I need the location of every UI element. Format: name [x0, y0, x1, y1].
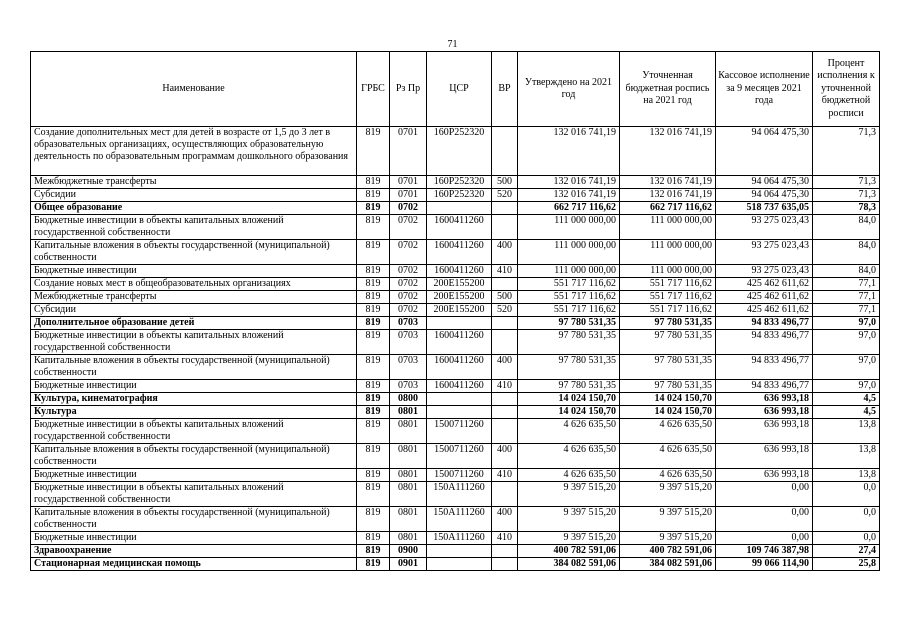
- cell-grbs: 819: [357, 127, 390, 176]
- cell-refined: 111 000 000,00: [620, 265, 716, 278]
- table-row: [31, 393, 880, 406]
- cell-cash: 94 833 496,77: [716, 355, 813, 380]
- cell-grbs: 819: [357, 507, 390, 532]
- cell-vr: [492, 558, 518, 571]
- cell-approved: 4 626 635,50: [518, 419, 620, 444]
- cell-cash: 636 993,18: [716, 393, 813, 406]
- cell-csr: [427, 545, 492, 558]
- cell-rzpr: 0801: [390, 532, 427, 545]
- header-csr: ЦСР: [427, 52, 492, 127]
- cell-refined: 9 397 515,20: [620, 507, 716, 532]
- cell-approved: 111 000 000,00: [518, 265, 620, 278]
- cell-csr: 200E155200: [427, 278, 492, 291]
- header-grbs: ГРБС: [357, 52, 390, 127]
- cell-grbs: 819: [357, 532, 390, 545]
- cell-vr: [492, 278, 518, 291]
- cell-cash: 425 462 611,62: [716, 278, 813, 291]
- cell-rzpr: 0702: [390, 215, 427, 240]
- cell-cash: 0,00: [716, 532, 813, 545]
- cell-percent: 97,0: [813, 317, 880, 330]
- cell-approved: 14 024 150,70: [518, 406, 620, 419]
- cell-name: Капитальные вложения в объекты государственной (муниципальной) собственности: [31, 240, 357, 265]
- cell-cash: 93 275 023,43: [716, 240, 813, 265]
- table-row: [31, 558, 880, 571]
- cell-cash: 0,00: [716, 482, 813, 507]
- cell-refined: 4 626 635,50: [620, 419, 716, 444]
- cell-vr: 520: [492, 304, 518, 317]
- cell-approved: 551 717 116,62: [518, 304, 620, 317]
- table-row: [31, 532, 880, 545]
- cell-rzpr: 0801: [390, 444, 427, 469]
- cell-grbs: 819: [357, 176, 390, 189]
- cell-rzpr: 0703: [390, 317, 427, 330]
- cell-vr: 400: [492, 507, 518, 532]
- cell-csr: 1500711260: [427, 444, 492, 469]
- cell-grbs: 819: [357, 380, 390, 393]
- cell-percent: 71,3: [813, 127, 880, 176]
- cell-approved: 111 000 000,00: [518, 240, 620, 265]
- cell-refined: 662 717 116,62: [620, 202, 716, 215]
- table-body: [31, 127, 880, 571]
- cell-csr: 200E155200: [427, 291, 492, 304]
- cell-csr: 1600411260: [427, 240, 492, 265]
- cell-vr: 400: [492, 444, 518, 469]
- cell-approved: 400 782 591,06: [518, 545, 620, 558]
- table-row: [31, 291, 880, 304]
- table-row: [31, 545, 880, 558]
- cell-cash: 636 993,18: [716, 419, 813, 444]
- cell-grbs: 819: [357, 189, 390, 202]
- cell-rzpr: 0801: [390, 419, 427, 444]
- cell-refined: 132 016 741,19: [620, 127, 716, 176]
- cell-refined: 9 397 515,20: [620, 532, 716, 545]
- cell-cash: 109 746 387,98: [716, 545, 813, 558]
- cell-refined: 551 717 116,62: [620, 278, 716, 291]
- cell-name: Культура, кинематография: [31, 393, 357, 406]
- cell-name: Бюджетные инвестиции в объекты капитальных вложений государственной собственности: [31, 482, 357, 507]
- cell-csr: [427, 558, 492, 571]
- cell-approved: 97 780 531,35: [518, 317, 620, 330]
- cell-rzpr: 0801: [390, 406, 427, 419]
- cell-refined: 97 780 531,35: [620, 317, 716, 330]
- cell-cash: 93 275 023,43: [716, 215, 813, 240]
- cell-cash: 94 833 496,77: [716, 330, 813, 355]
- table-row: [31, 189, 880, 202]
- cell-cash: 94 833 496,77: [716, 317, 813, 330]
- cell-refined: 97 780 531,35: [620, 330, 716, 355]
- cell-cash: 636 993,18: [716, 406, 813, 419]
- cell-name: Капитальные вложения в объекты государственной (муниципальной) собственности: [31, 507, 357, 532]
- cell-approved: 97 780 531,35: [518, 380, 620, 393]
- cell-grbs: 819: [357, 482, 390, 507]
- header-refined: Уточненная бюджетная роспись на 2021 год: [620, 52, 716, 127]
- cell-vr: 410: [492, 469, 518, 482]
- cell-vr: [492, 330, 518, 355]
- cell-rzpr: 0701: [390, 176, 427, 189]
- cell-grbs: 819: [357, 265, 390, 278]
- cell-cash: 94 064 475,30: [716, 127, 813, 176]
- cell-cash: 425 462 611,62: [716, 291, 813, 304]
- cell-refined: 9 397 515,20: [620, 482, 716, 507]
- cell-cash: 94 064 475,30: [716, 189, 813, 202]
- cell-name: Общее образование: [31, 202, 357, 215]
- cell-name: Создание дополнительных мест для детей в возрасте от 1,5 до 3 лет в образовательных организациях, осуществляющих образовательную деятельность по образовательным программам дошкольного образования: [31, 127, 357, 176]
- header-cash: Кассовое исполнение за 9 месяцев 2021 года: [716, 52, 813, 127]
- cell-csr: 150A111260: [427, 482, 492, 507]
- table-row: [31, 482, 880, 507]
- cell-refined: 551 717 116,62: [620, 304, 716, 317]
- cell-rzpr: 0801: [390, 507, 427, 532]
- cell-percent: 0,0: [813, 532, 880, 545]
- cell-name: Межбюджетные трансферты: [31, 291, 357, 304]
- cell-refined: 551 717 116,62: [620, 291, 716, 304]
- cell-grbs: 819: [357, 469, 390, 482]
- cell-approved: 551 717 116,62: [518, 291, 620, 304]
- cell-percent: 77,1: [813, 278, 880, 291]
- cell-name: Стационарная медицинская помощь: [31, 558, 357, 571]
- cell-name: Капитальные вложения в объекты государственной (муниципальной) собственности: [31, 444, 357, 469]
- cell-cash: 94 833 496,77: [716, 380, 813, 393]
- table-header-row: [31, 52, 880, 127]
- cell-csr: 150A111260: [427, 507, 492, 532]
- cell-refined: 97 780 531,35: [620, 380, 716, 393]
- cell-approved: 97 780 531,35: [518, 355, 620, 380]
- cell-percent: 4,5: [813, 393, 880, 406]
- cell-refined: 384 082 591,06: [620, 558, 716, 571]
- table-row: [31, 317, 880, 330]
- cell-grbs: 819: [357, 278, 390, 291]
- cell-grbs: 819: [357, 393, 390, 406]
- cell-vr: 520: [492, 189, 518, 202]
- cell-rzpr: 0801: [390, 482, 427, 507]
- cell-grbs: 819: [357, 545, 390, 558]
- cell-refined: 111 000 000,00: [620, 215, 716, 240]
- cell-csr: 1600411260: [427, 355, 492, 380]
- cell-csr: [427, 202, 492, 215]
- cell-percent: 84,0: [813, 215, 880, 240]
- cell-percent: 71,3: [813, 176, 880, 189]
- cell-name: Бюджетные инвестиции в объекты капитальных вложений государственной собственности: [31, 330, 357, 355]
- cell-cash: 518 737 635,05: [716, 202, 813, 215]
- cell-csr: [427, 406, 492, 419]
- cell-csr: 1600411260: [427, 215, 492, 240]
- cell-percent: 4,5: [813, 406, 880, 419]
- cell-grbs: 819: [357, 317, 390, 330]
- cell-refined: 132 016 741,19: [620, 176, 716, 189]
- cell-approved: 9 397 515,20: [518, 507, 620, 532]
- cell-refined: 4 626 635,50: [620, 469, 716, 482]
- cell-vr: 400: [492, 355, 518, 380]
- cell-approved: 111 000 000,00: [518, 215, 620, 240]
- cell-rzpr: 0703: [390, 380, 427, 393]
- cell-vr: [492, 419, 518, 444]
- cell-grbs: 819: [357, 406, 390, 419]
- cell-csr: 200E155200: [427, 304, 492, 317]
- cell-rzpr: 0801: [390, 469, 427, 482]
- cell-grbs: 819: [357, 355, 390, 380]
- cell-percent: 84,0: [813, 240, 880, 265]
- cell-percent: 97,0: [813, 380, 880, 393]
- cell-cash: 636 993,18: [716, 444, 813, 469]
- cell-rzpr: 0900: [390, 545, 427, 558]
- cell-approved: 132 016 741,19: [518, 189, 620, 202]
- table-row: [31, 304, 880, 317]
- cell-vr: 410: [492, 265, 518, 278]
- cell-name: Субсидии: [31, 304, 357, 317]
- table-row: [31, 380, 880, 393]
- cell-vr: 400: [492, 240, 518, 265]
- header-vr: ВР: [492, 52, 518, 127]
- cell-approved: 132 016 741,19: [518, 176, 620, 189]
- cell-rzpr: 0703: [390, 330, 427, 355]
- cell-percent: 13,8: [813, 419, 880, 444]
- cell-refined: 97 780 531,35: [620, 355, 716, 380]
- cell-percent: 84,0: [813, 265, 880, 278]
- cell-name: Здравоохранение: [31, 545, 357, 558]
- cell-percent: 27,4: [813, 545, 880, 558]
- cell-grbs: 819: [357, 444, 390, 469]
- cell-percent: 0,0: [813, 507, 880, 532]
- cell-approved: 132 016 741,19: [518, 127, 620, 176]
- cell-csr: 1600411260: [427, 330, 492, 355]
- table-row: [31, 176, 880, 189]
- cell-approved: 14 024 150,70: [518, 393, 620, 406]
- cell-percent: 78,3: [813, 202, 880, 215]
- cell-csr: 1600411260: [427, 380, 492, 393]
- table-row: [31, 215, 880, 240]
- cell-name: Межбюджетные трансферты: [31, 176, 357, 189]
- cell-percent: 97,0: [813, 330, 880, 355]
- cell-name: Бюджетные инвестиции в объекты капитальных вложений государственной собственности: [31, 419, 357, 444]
- cell-grbs: 819: [357, 330, 390, 355]
- cell-rzpr: 0702: [390, 304, 427, 317]
- header-rzpr: Рз Пр: [390, 52, 427, 127]
- cell-name: Создание новых мест в общеобразовательных организациях: [31, 278, 357, 291]
- cell-approved: 384 082 591,06: [518, 558, 620, 571]
- cell-percent: 13,8: [813, 469, 880, 482]
- cell-csr: [427, 317, 492, 330]
- cell-name: Бюджетные инвестиции: [31, 469, 357, 482]
- cell-grbs: 819: [357, 240, 390, 265]
- cell-name: Субсидии: [31, 189, 357, 202]
- cell-rzpr: 0702: [390, 291, 427, 304]
- table-row: [31, 330, 880, 355]
- cell-rzpr: 0701: [390, 127, 427, 176]
- cell-vr: [492, 482, 518, 507]
- cell-name: Бюджетные инвестиции в объекты капитальных вложений государственной собственности: [31, 215, 357, 240]
- cell-name: Бюджетные инвестиции: [31, 532, 357, 545]
- cell-rzpr: 0702: [390, 202, 427, 215]
- cell-rzpr: 0703: [390, 355, 427, 380]
- cell-refined: 132 016 741,19: [620, 189, 716, 202]
- cell-approved: 9 397 515,20: [518, 482, 620, 507]
- cell-refined: 111 000 000,00: [620, 240, 716, 265]
- cell-cash: 425 462 611,62: [716, 304, 813, 317]
- table-row: [31, 406, 880, 419]
- header-approved: Утверждено на 2021 год: [518, 52, 620, 127]
- cell-approved: 4 626 635,50: [518, 469, 620, 482]
- cell-rzpr: 0701: [390, 189, 427, 202]
- cell-vr: [492, 406, 518, 419]
- cell-csr: 160P252320: [427, 127, 492, 176]
- table-row: [31, 240, 880, 265]
- cell-refined: 14 024 150,70: [620, 393, 716, 406]
- cell-percent: 13,8: [813, 444, 880, 469]
- cell-refined: 4 626 635,50: [620, 444, 716, 469]
- cell-approved: 9 397 515,20: [518, 532, 620, 545]
- cell-approved: 551 717 116,62: [518, 278, 620, 291]
- table-row: [31, 202, 880, 215]
- cell-name: Бюджетные инвестиции: [31, 265, 357, 278]
- cell-percent: 25,8: [813, 558, 880, 571]
- table-row: [31, 419, 880, 444]
- table-row: [31, 507, 880, 532]
- cell-vr: 500: [492, 291, 518, 304]
- page-number: 71: [447, 39, 458, 50]
- cell-approved: 662 717 116,62: [518, 202, 620, 215]
- cell-grbs: 819: [357, 304, 390, 317]
- cell-refined: 14 024 150,70: [620, 406, 716, 419]
- table-row: [31, 444, 880, 469]
- cell-cash: 99 066 114,90: [716, 558, 813, 571]
- table-row: [31, 355, 880, 380]
- cell-vr: 500: [492, 176, 518, 189]
- cell-percent: 77,1: [813, 291, 880, 304]
- cell-vr: [492, 202, 518, 215]
- cell-vr: [492, 215, 518, 240]
- cell-rzpr: 0702: [390, 278, 427, 291]
- table-row: [31, 265, 880, 278]
- cell-percent: 0,0: [813, 482, 880, 507]
- cell-csr: 1500711260: [427, 419, 492, 444]
- cell-csr: 160P252320: [427, 176, 492, 189]
- cell-cash: 94 064 475,30: [716, 176, 813, 189]
- cell-approved: 4 626 635,50: [518, 444, 620, 469]
- cell-refined: 400 782 591,06: [620, 545, 716, 558]
- cell-csr: 1600411260: [427, 265, 492, 278]
- cell-vr: [492, 545, 518, 558]
- cell-rzpr: 0800: [390, 393, 427, 406]
- cell-vr: 410: [492, 380, 518, 393]
- cell-csr: 1500711260: [427, 469, 492, 482]
- cell-grbs: 819: [357, 202, 390, 215]
- cell-name: Культура: [31, 406, 357, 419]
- cell-vr: 410: [492, 532, 518, 545]
- cell-vr: [492, 127, 518, 176]
- cell-rzpr: 0901: [390, 558, 427, 571]
- cell-grbs: 819: [357, 419, 390, 444]
- cell-cash: 93 275 023,43: [716, 265, 813, 278]
- cell-percent: 97,0: [813, 355, 880, 380]
- cell-cash: 636 993,18: [716, 469, 813, 482]
- table-row: [31, 278, 880, 291]
- cell-percent: 77,1: [813, 304, 880, 317]
- budget-table: [30, 51, 880, 571]
- table-row: [31, 469, 880, 482]
- cell-name: Бюджетные инвестиции: [31, 380, 357, 393]
- cell-vr: [492, 317, 518, 330]
- cell-csr: [427, 393, 492, 406]
- cell-rzpr: 0702: [390, 240, 427, 265]
- cell-name: Дополнительное образование детей: [31, 317, 357, 330]
- cell-grbs: 819: [357, 291, 390, 304]
- cell-name: Капитальные вложения в объекты государственной (муниципальной) собственности: [31, 355, 357, 380]
- cell-grbs: 819: [357, 215, 390, 240]
- cell-rzpr: 0702: [390, 265, 427, 278]
- cell-csr: 150A111260: [427, 532, 492, 545]
- cell-approved: 97 780 531,35: [518, 330, 620, 355]
- cell-cash: 0,00: [716, 507, 813, 532]
- header-percent: Процент исполнения к уточненной бюджетной росписи: [813, 52, 880, 127]
- header-name: Наименование: [31, 52, 357, 127]
- table-row: [31, 127, 880, 176]
- cell-csr: 160P252320: [427, 189, 492, 202]
- cell-percent: 71,3: [813, 189, 880, 202]
- cell-grbs: 819: [357, 558, 390, 571]
- cell-vr: [492, 393, 518, 406]
